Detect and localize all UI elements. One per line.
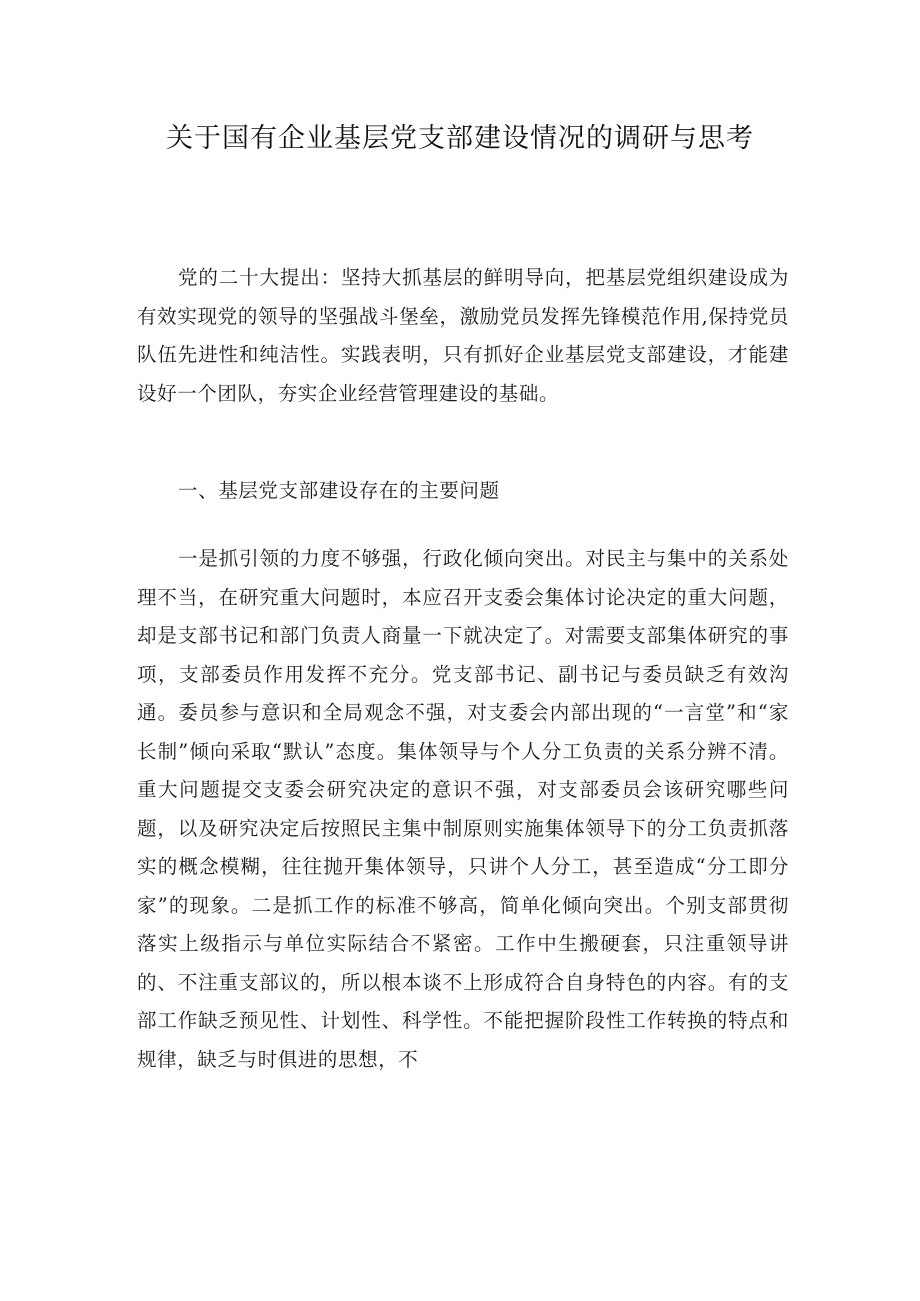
problem-paragraph: 一是抓引领的力度不够强，行政化倾向突出。对民主与集中的关系处理不当，在研究重大问题时，本应召开支委会集体讨论决定的重大问题，却是支部书记和部门负责人商量一下就决定了。对需要支部集体研究的事项，支部委员作用发挥不充分。党支部书记、副书记与委员缺乏有效沟通。委员参与意识和全局观念不强，对支委会内部出现的“一言堂”和“家长制”倾向采取“默认”态度。集体领导与个人分工负责的关系分辨不清。重大问题提交支委会研究决定的意识不强，对支部委员会该研究哪些问题，以及研究决定后按照民主集中制原则实施集体领导下的分工负责抓落实的概念模糊，往往抛开集体领导，只讲个人分工，甚至造成“分工即分家”的现象。二是抓工作的标准不够高，简单化倾向突出。个别支部贯彻落实上级指示与单位实际结合不紧密。工作中生搬硬套，只注重领导讲的、不注重支部议的，所以根本谈不上形成符合自身特色的内容。有的支部工作缺乏预见性、计划性、科学性。不能把握阶段性工作转换的特点和规律，缺乏与时俱进的思想，不 bbox=[137, 547, 789, 1071]
document-title: 关于国有企业基层党支部建设情况的调研与思考 bbox=[166, 123, 754, 154]
section-heading: 一、基层党支部建设存在的主要问题 bbox=[178, 479, 500, 502]
intro-paragraph: 党的二十大提出：坚持大抓基层的鲜明导向，把基层党组织建设成为有效实现党的领导的坚强战斗堡垒，激励党员发挥先锋模范作用,保持党员队伍先进性和纯洁性。实践表明，只有抓好企业基层党支部建设，才能建设好一个团队，夯实企业经营管理建设的基础。 bbox=[137, 266, 789, 405]
